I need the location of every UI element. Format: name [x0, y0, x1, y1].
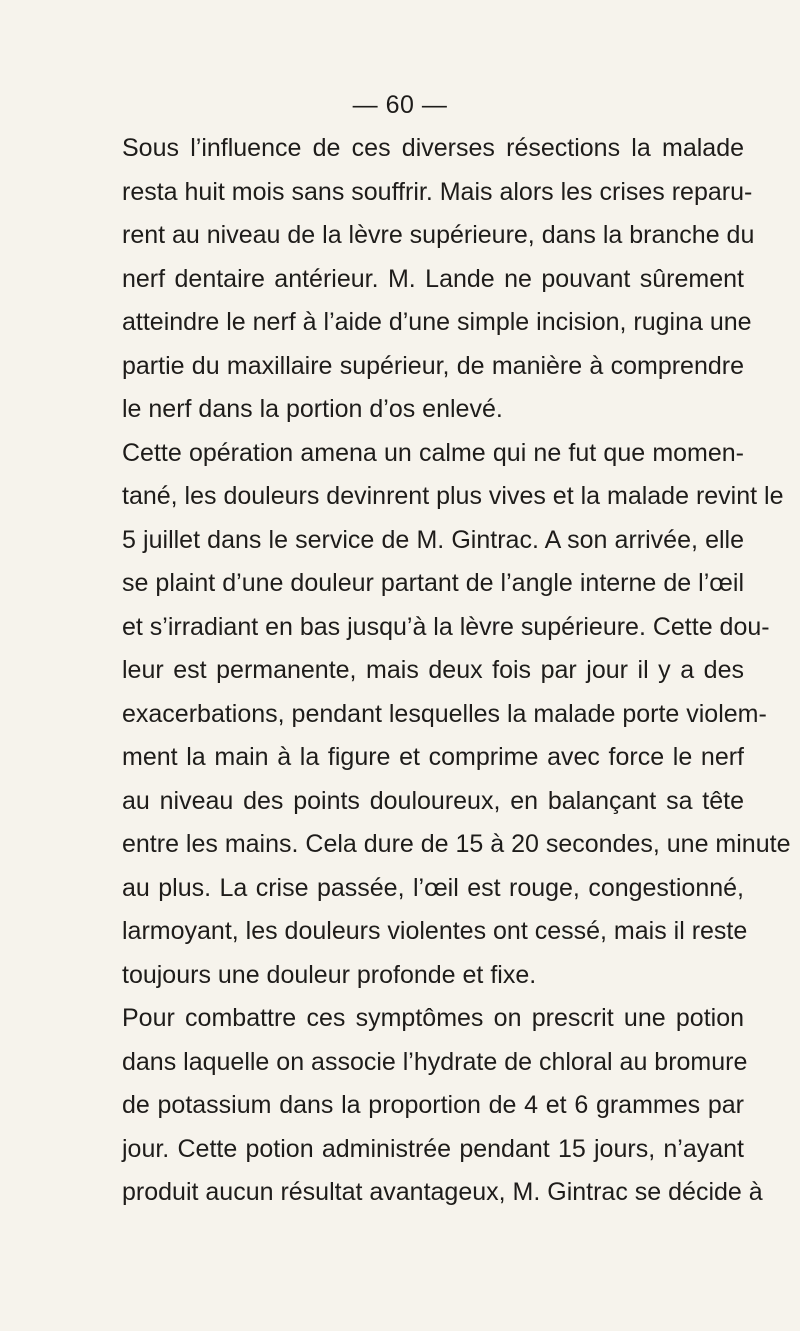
- text-line: exacerbations, pendant lesquelles la malade porte violem-: [122, 699, 767, 728]
- text-line: jour. Cette potion administrée pendant 15 jours, n’ayant: [122, 1134, 744, 1163]
- text-line: resta huit mois sans souffrir. Mais alors les crises reparu-: [122, 177, 753, 206]
- text-line: au niveau des points douloureux, en balançant sa tête: [122, 786, 744, 815]
- text-line-paragraph-end: toujours une douleur profonde et fixe.: [122, 960, 537, 989]
- page-number: — 60 —: [352, 91, 448, 119]
- text-line: entre les mains. Cela dure de 15 à 20 secondes, une minute: [122, 830, 791, 858]
- text-line: se plaint d’une douleur partant de l’angle interne de l’œil: [122, 569, 744, 597]
- text-line: dans laquelle on associe l’hydrate de chloral au bromure: [122, 1047, 748, 1076]
- text-line: atteindre le nerf à l’aide d’une simple incision, rugina une: [122, 308, 752, 336]
- text-line: et s’irradiant en bas jusqu’à la lèvre supérieure. Cette dou-: [122, 612, 770, 641]
- text-line: 5 juillet dans le service de M. Gintrac. A son arrivée, elle: [122, 525, 744, 554]
- text-line: produit aucun résultat avantageux, M. Gintrac se décide à: [122, 1178, 763, 1206]
- text-line: Sous l’influence de ces diverses résections la malade: [122, 134, 744, 162]
- text-line: leur est permanente, mais deux fois par jour il y a des: [122, 656, 744, 684]
- text-line-paragraph-end: le nerf dans la portion d’os enlevé.: [122, 395, 503, 423]
- text-line: partie du maxillaire supérieur, de manière à comprendre: [122, 351, 744, 380]
- text-line: ment la main à la figure et comprime avec force le nerf: [122, 743, 744, 771]
- text-line: nerf dentaire antérieur. M. Lande ne pouvant sûrement: [122, 264, 744, 293]
- text-line: Pour combattre ces symptômes on prescrit une potion: [122, 1004, 744, 1032]
- text-line: au plus. La crise passée, l’œil est rouge, congestionné,: [122, 873, 744, 902]
- text-line: larmoyant, les douleurs violentes ont cessé, mais il reste: [122, 917, 748, 945]
- text-line: rent au niveau de la lèvre supérieure, dans la branche du: [122, 221, 755, 249]
- text-line: de potassium dans la proportion de 4 et 6 grammes par: [122, 1091, 744, 1119]
- text-line: tané, les douleurs devinrent plus vives et la malade revint le: [122, 482, 784, 510]
- body-text: [122, 127, 791, 1215]
- text-line: Cette opération amena un calme qui ne fut que momen-: [122, 438, 744, 467]
